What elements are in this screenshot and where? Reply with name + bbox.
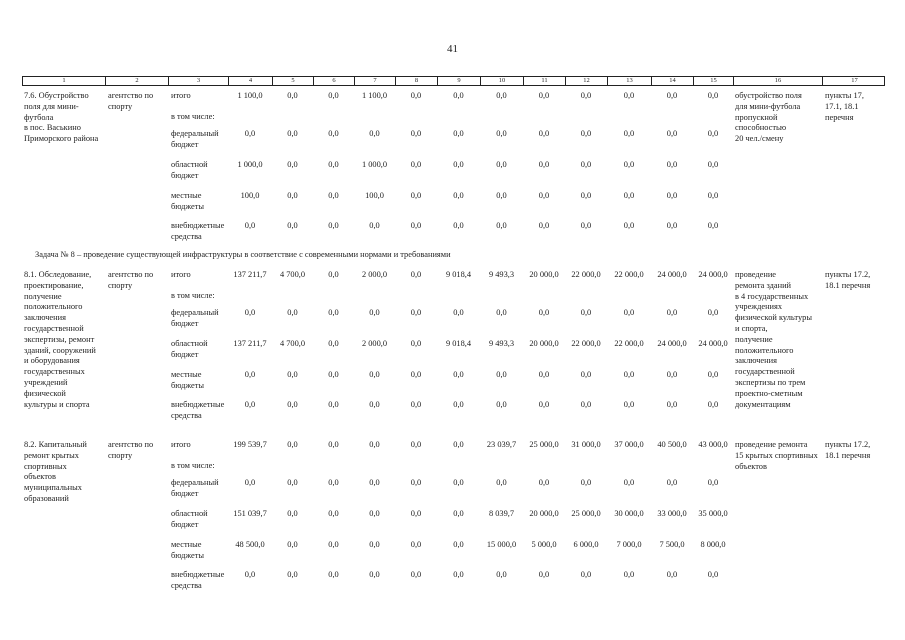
funding-value: 0,0: [496, 370, 507, 379]
funding-value: 0,0: [453, 221, 464, 230]
funding-value: 24 000,0: [698, 339, 728, 348]
header-column-number: 13: [608, 77, 652, 85]
funding-source-label: федеральный бюджет: [171, 308, 219, 328]
funding-value: 199 539,7: [233, 440, 267, 449]
funding-value: 0,0: [580, 570, 592, 579]
funding-value: 0,0: [666, 129, 678, 138]
funding-value: 0,0: [496, 478, 507, 487]
funding-source-label: внебюджетные средства: [171, 400, 225, 420]
header-column-number: 10: [481, 77, 524, 85]
funding-value: 0,0: [410, 221, 422, 230]
funding-value: 0,0: [410, 339, 422, 348]
funding-value: 1 000,0: [237, 160, 263, 169]
funding-value: 0,0: [496, 570, 507, 579]
funding-value: 0,0: [538, 129, 550, 138]
funding-value: 0,0: [666, 370, 678, 379]
funding-value: 6 000,0: [573, 540, 599, 549]
funding-value: 0,0: [538, 160, 550, 169]
funding-value: 0,0: [328, 370, 339, 379]
funding-value: 20 000,0: [529, 339, 559, 348]
funding-value: 0,0: [580, 191, 592, 200]
funding-value: 0,0: [287, 540, 298, 549]
funding-value: 0,0: [496, 400, 507, 409]
funding-value: 0,0: [410, 191, 422, 200]
header-column-number: 16: [734, 77, 823, 85]
funding-value: 0,0: [410, 270, 422, 279]
funding-value: 0,0: [287, 160, 298, 169]
funding-value: 43 000,0: [698, 440, 728, 449]
funding-value: 0,0: [623, 91, 635, 100]
funding-value: 0,0: [410, 160, 422, 169]
funding-value: 4 700,0: [279, 270, 306, 279]
funding-value: 1 100,0: [237, 91, 263, 100]
funding-value: 0,0: [580, 478, 592, 487]
funding-value: 0,0: [328, 509, 339, 518]
funding-value: 9 493,3: [488, 339, 515, 348]
funding-value: 15 000,0: [486, 540, 517, 549]
funding-value: 0,0: [453, 191, 464, 200]
funding-value: 0,0: [453, 540, 464, 549]
funding-value: 0,0: [666, 160, 678, 169]
funding-value: 0,0: [666, 400, 678, 409]
funding-source-label: внебюджетные средства: [171, 570, 225, 590]
funding-value: 0,0: [244, 370, 256, 379]
funding-value: 0,0: [580, 91, 592, 100]
funding-value: 22 000,0: [614, 339, 644, 348]
header-column-number: 8: [396, 77, 438, 85]
funding-value: 35 000,0: [698, 509, 728, 518]
funding-value: 4 700,0: [279, 339, 306, 348]
funding-value: 0,0: [580, 370, 592, 379]
funding-source-label: областной бюджет: [171, 160, 208, 180]
funding-value: 0,0: [707, 129, 719, 138]
funding-value: 0,0: [410, 570, 422, 579]
header-column-number: 12: [566, 77, 608, 85]
funding-value: 0,0: [623, 191, 635, 200]
reference: пункты 17.2, 18.1 перечня: [825, 270, 871, 290]
funding-value: 0,0: [453, 370, 464, 379]
funding-value: 0,0: [328, 129, 339, 138]
funding-value: 0,0: [328, 339, 339, 348]
funding-value: 0,0: [410, 129, 422, 138]
funding-value: 0,0: [623, 478, 635, 487]
reference: пункты 17.2, 18.1 перечня: [825, 440, 871, 460]
funding-value: 0,0: [328, 478, 339, 487]
funding-value: 24 000,0: [657, 339, 687, 348]
funding-value: 25 000,0: [529, 440, 559, 449]
funding-value: 0,0: [369, 370, 380, 379]
funding-value: 8 039,7: [488, 509, 515, 518]
measure-name: 8.1. Обследование, проектирование, получение положительного заключения государственной экспертизы, ремонт зданий, сооружений и оборудования государственных учреждений физической культуры и спорта: [24, 270, 96, 409]
funding-source-label: местные бюджеты: [171, 191, 205, 211]
funding-value: 0,0: [707, 570, 719, 579]
funding-value: 20 000,0: [529, 270, 559, 279]
funding-value: 0,0: [369, 509, 380, 518]
funding-value: 0,0: [707, 221, 719, 230]
funding-value: 0,0: [369, 440, 380, 449]
funding-value: 7 500,0: [659, 540, 685, 549]
funding-value: 0,0: [328, 540, 339, 549]
funding-value: 0,0: [666, 221, 678, 230]
funding-value: 0,0: [287, 440, 298, 449]
funding-value: 0,0: [453, 129, 464, 138]
funding-source-label: итого: [171, 91, 191, 100]
funding-value: 0,0: [410, 509, 422, 518]
header-column-number: 1: [23, 77, 106, 85]
measure-name: 8.2. Капитальный ремонт крытых спортивных объектов муниципальных образований: [24, 440, 87, 503]
funding-value: 24 000,0: [698, 270, 728, 279]
funding-value: 0,0: [623, 370, 635, 379]
funding-value: 9 018,4: [445, 270, 472, 279]
header-column-number: 14: [652, 77, 694, 85]
funding-value: 0,0: [496, 221, 507, 230]
funding-value: 0,0: [244, 570, 256, 579]
funding-source-label: внебюджетные средства: [171, 221, 225, 241]
funding-value: 151 039,7: [233, 509, 267, 518]
funding-value: 0,0: [453, 400, 464, 409]
funding-value: 0,0: [410, 440, 422, 449]
funding-value: 0,0: [410, 308, 422, 317]
funding-value: 22 000,0: [571, 339, 601, 348]
funding-value: 0,0: [328, 191, 339, 200]
funding-value: 0,0: [287, 129, 298, 138]
funding-value: 23 039,7: [486, 440, 517, 449]
funding-value: 0,0: [707, 478, 719, 487]
header-column-number: 3: [169, 77, 229, 85]
executor: агентство по спорту: [108, 440, 154, 460]
funding-value: 2 000,0: [361, 339, 388, 348]
funding-value: 0,0: [369, 570, 380, 579]
funding-value: 0,0: [453, 91, 464, 100]
funding-value: 0,0: [244, 478, 256, 487]
funding-value: 30 000,0: [614, 509, 644, 518]
funding-value: 8 000,0: [700, 540, 726, 549]
funding-value: 0,0: [707, 191, 719, 200]
funding-value: 0,0: [244, 400, 256, 409]
funding-value: 1 100,0: [361, 91, 388, 100]
funding-value: 0,0: [496, 308, 507, 317]
funding-value: 0,0: [707, 400, 719, 409]
funding-value: 5 000,0: [531, 540, 557, 549]
funding-value: 0,0: [369, 400, 380, 409]
funding-value: 25 000,0: [571, 509, 601, 518]
header-column-number: 5: [273, 77, 314, 85]
funding-value: 0,0: [410, 478, 422, 487]
expected-result: проведение ремонта зданий в 4 государственных учреждениях физической культуры и спорта, получение положительного заключения государственной экспертизы по трем проектно-сметным документациям: [735, 270, 812, 409]
measure-name: 7.6. Обустройство поля для мини- футбола в пос. Васькино Приморского района: [24, 91, 99, 144]
funding-value: 0,0: [369, 308, 380, 317]
funding-value: 100,0: [365, 191, 384, 200]
funding-source-label: итого: [171, 440, 191, 449]
funding-value: 0,0: [666, 91, 678, 100]
funding-value: 0,0: [580, 160, 592, 169]
funding-value: 0,0: [287, 570, 298, 579]
funding-value: 33 000,0: [657, 509, 687, 518]
funding-source-label: в том числе:: [171, 461, 215, 470]
funding-value: 0,0: [328, 91, 339, 100]
funding-value: 0,0: [580, 221, 592, 230]
funding-value: 0,0: [287, 509, 298, 518]
funding-value: 0,0: [580, 129, 592, 138]
header-column-number: 11: [524, 77, 566, 85]
header-column-number: 15: [694, 77, 734, 85]
funding-value: 100,0: [240, 191, 260, 200]
funding-value: 0,0: [328, 570, 339, 579]
funding-value: 0,0: [369, 129, 380, 138]
funding-value: 48 500,0: [235, 540, 265, 549]
executor: агентство по спорту: [108, 91, 154, 111]
funding-source-label: областной бюджет: [171, 339, 208, 359]
funding-value: 7 000,0: [616, 540, 642, 549]
header-column-number: 7: [355, 77, 396, 85]
funding-value: 0,0: [496, 160, 507, 169]
funding-value: 0,0: [369, 221, 380, 230]
funding-value: 0,0: [666, 570, 678, 579]
funding-value: 137 211,7: [233, 339, 267, 348]
funding-value: 0,0: [328, 400, 339, 409]
funding-source-label: в том числе:: [171, 291, 215, 300]
funding-value: 1 000,0: [361, 160, 388, 169]
funding-value: 0,0: [623, 308, 635, 317]
funding-value: 0,0: [410, 400, 422, 409]
funding-value: 0,0: [328, 221, 339, 230]
funding-value: 0,0: [287, 308, 298, 317]
funding-value: 0,0: [287, 221, 298, 230]
funding-value: 0,0: [666, 191, 678, 200]
funding-value: 0,0: [623, 221, 635, 230]
funding-value: 0,0: [580, 400, 592, 409]
funding-value: 0,0: [707, 370, 719, 379]
funding-value: 0,0: [538, 478, 550, 487]
funding-value: 0,0: [496, 129, 507, 138]
funding-value: 0,0: [328, 440, 339, 449]
funding-value: 0,0: [453, 160, 464, 169]
funding-value: 0,0: [328, 308, 339, 317]
funding-value: 37 000,0: [614, 440, 644, 449]
funding-source-label: в том числе:: [171, 112, 215, 121]
funding-source-label: областной бюджет: [171, 509, 208, 529]
funding-value: 22 000,0: [614, 270, 644, 279]
funding-value: 0,0: [453, 308, 464, 317]
funding-value: 0,0: [666, 308, 678, 317]
funding-source-label: федеральный бюджет: [171, 478, 219, 498]
funding-value: 9 493,3: [488, 270, 515, 279]
funding-value: 40 500,0: [657, 440, 687, 449]
funding-value: 0,0: [328, 270, 339, 279]
header-column-number: 2: [106, 77, 169, 85]
funding-value: 0,0: [244, 129, 256, 138]
funding-value: 0,0: [453, 509, 464, 518]
funding-value: 0,0: [580, 308, 592, 317]
funding-value: 0,0: [287, 191, 298, 200]
expected-result: обустройство поля для мини-футбола пропускной способностью 20 чел./смену: [735, 91, 802, 144]
funding-value: 24 000,0: [657, 270, 687, 279]
funding-value: 0,0: [623, 129, 635, 138]
funding-value: 0,0: [538, 221, 550, 230]
funding-value: 0,0: [369, 540, 380, 549]
funding-value: 0,0: [623, 160, 635, 169]
header-column-number: 6: [314, 77, 355, 85]
funding-value: 0,0: [707, 308, 719, 317]
funding-value: 0,0: [623, 570, 635, 579]
funding-value: 0,0: [328, 160, 339, 169]
funding-value: 31 000,0: [571, 440, 601, 449]
funding-value: 0,0: [410, 540, 422, 549]
funding-value: 0,0: [287, 400, 298, 409]
funding-value: 0,0: [244, 308, 256, 317]
funding-value: 0,0: [538, 570, 550, 579]
funding-value: 0,0: [410, 370, 422, 379]
funding-value: 0,0: [287, 91, 298, 100]
funding-value: 0,0: [496, 191, 507, 200]
funding-value: 0,0: [287, 478, 298, 487]
funding-value: 0,0: [453, 570, 464, 579]
funding-value: 0,0: [538, 191, 550, 200]
funding-value: 0,0: [496, 91, 507, 100]
funding-source-label: итого: [171, 270, 191, 279]
funding-value: 0,0: [369, 478, 380, 487]
header-column-number: 4: [229, 77, 273, 85]
funding-value: 2 000,0: [361, 270, 388, 279]
page-number: 41: [447, 43, 458, 55]
funding-value: 0,0: [538, 308, 550, 317]
funding-source-label: местные бюджеты: [171, 370, 205, 390]
funding-value: 0,0: [538, 370, 550, 379]
funding-value: 137 211,7: [233, 270, 267, 279]
reference: пункты 17, 17.1, 18.1 перечня: [825, 91, 864, 122]
funding-value: 0,0: [244, 221, 256, 230]
executor: агентство по спорту: [108, 270, 154, 290]
funding-source-label: местные бюджеты: [171, 540, 205, 560]
funding-value: 0,0: [707, 91, 719, 100]
funding-value: 9 018,4: [445, 339, 472, 348]
task-heading: Задача № 8 – проведение существующей инфраструктуры в соответствие с современными нормами и требованиями: [35, 250, 451, 259]
funding-value: 0,0: [453, 478, 464, 487]
funding-value: 0,0: [538, 400, 550, 409]
header-column-number: 9: [438, 77, 481, 85]
header-column-number: 17: [851, 77, 858, 84]
funding-value: 0,0: [453, 440, 464, 449]
funding-value: 0,0: [410, 91, 422, 100]
funding-value: 20 000,0: [529, 509, 559, 518]
funding-value: 0,0: [666, 478, 678, 487]
funding-value: 0,0: [707, 160, 719, 169]
funding-value: 22 000,0: [571, 270, 601, 279]
funding-value: 0,0: [287, 370, 298, 379]
funding-value: 0,0: [623, 400, 635, 409]
expected-result: проведение ремонта 15 крытых спортивных объектов: [735, 440, 818, 471]
funding-source-label: федеральный бюджет: [171, 129, 219, 149]
funding-value: 0,0: [538, 91, 550, 100]
